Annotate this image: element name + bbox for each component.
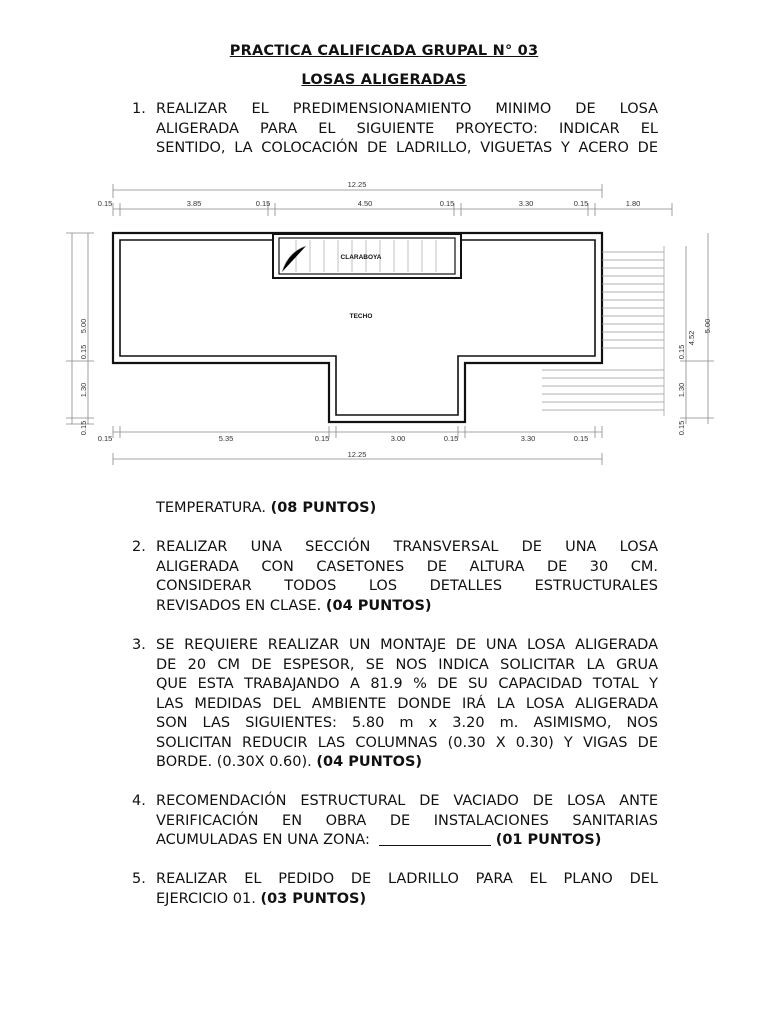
question-text-line: REVISADOS EN CLASE. [156,597,322,614]
question-number: 3. [132,637,146,653]
dim-label: 0.15 [677,344,686,360]
question-points: (01 PUNTOS) [495,832,602,848]
question-number: 2. [132,539,146,555]
floor-plan-drawing [60,176,720,466]
dim-label: 0.15 [97,434,113,443]
dim-label: 0.15 [573,434,589,443]
dim-label: 4.52 [687,330,696,346]
dim-label: 0.15 [79,344,88,360]
dim-label: 5.00 [703,318,712,334]
question-text-line: SE REQUIERE REALIZAR UN MONTAJE DE UNA LOSA ALIGERADA [156,637,658,653]
question-text-line: LAS MEDIDAS DEL AMBIENTE DONDE IRÁ LA LOSA ALIGERADA [156,695,658,712]
answer-blank [379,831,491,846]
question-text-line: DE 20 CM DE ESPESOR, SE NOS INDICA SOLICITAR LA GRUA [156,656,658,673]
question-points: (03 PUNTOS) [260,890,367,907]
dim-label: 3.30 [518,199,534,208]
question-text-line: REALIZAR EL PEDIDO DE LADRILLO PARA EL PLANO DEL [156,871,658,887]
question-text-line: SON LAS SIGUIENTES: 5.80 m x 3.20 m. ASIMISMO, NOS [156,715,658,731]
question-text-line: CONSIDERAR TODOS LOS DETALLES ESTRUCTURALES [156,578,658,594]
question-text-line: REALIZAR UNA SECCIÓN TRANSVERSAL DE UNA LOSA [156,539,658,555]
question-number: 4. [132,793,146,809]
question-text-line: BORDE. (0.30X 0.60). [156,754,312,770]
dim-total-bottom: 12.25 [347,450,367,459]
dim-label: 0.15 [439,199,455,208]
dim-label: 0.15 [573,199,589,208]
dim-label: 1.30 [677,382,686,398]
dim-label: 0.15 [443,434,459,443]
question-text-line: SENTIDO, LA COLOCACIÓN DE LADRILLO, VIGUETAS Y ACERO DE [156,140,658,156]
question-number: 1. [132,101,146,117]
question-points: (04 PUNTOS) [316,754,423,770]
question-text-line: SOLICITAN REDUCIR LAS COLUMNAS (0.30 X 0.30) Y VIGAS DE [156,734,658,751]
question-text-line: REALIZAR EL PREDIMENSIONAMIENTO MINIMO DE LOSA [156,101,658,117]
dim-label: 1.80 [625,199,641,208]
question-text-line: RECOMENDACIÓN ESTRUCTURAL DE VACIADO DE LOSA ANTE [156,793,658,809]
dim-label: 5.35 [218,434,234,443]
question-text-line: ALIGERADA CON CASETONES DE ALTURA DE 30 CM. [156,558,658,575]
room-label-roof: TECHO [349,313,373,320]
question-text-line: ALIGERADA PARA EL SIGUIENTE PROYECTO: INDICAR EL [156,120,658,137]
dim-label: 3.85 [186,199,202,208]
document-title: PRACTICA CALIFICADA GRUPAL N° 03 [229,43,539,59]
document-subtitle: LOSAS ALIGERADAS [301,72,467,88]
dim-label: 0.15 [677,420,686,436]
dim-label: 1.30 [79,382,88,398]
question-text-line: QUE ESTA TRABAJANDO A 81.9 % DE SU CAPACIDAD TOTAL Y [156,676,658,692]
dim-label: 0.15 [255,199,271,208]
room-label-skylight: CLARABOYA [340,254,382,261]
dim-total-top: 12.25 [347,180,367,189]
question-number: 5. [132,871,146,887]
question-points: (08 PUNTOS) [270,500,377,516]
dim-label: 0.15 [97,199,113,208]
question-text-line: EJERCICIO 01. [156,890,256,907]
question-text-line: VERIFICACIÓN EN OBRA DE INSTALACIONES SANITARIAS [156,812,658,829]
question-points: (04 PUNTOS) [325,597,432,614]
question-text-line: ACUMULADAS EN UNA ZONA: [156,832,370,848]
dim-label: 0.15 [79,420,88,436]
dim-label: 3.30 [520,434,536,443]
dim-label: 5.00 [79,318,88,334]
dim-label: 3.00 [390,434,406,443]
dim-label: 4.50 [357,199,373,208]
question-text: TEMPERATURA. [156,500,266,516]
dim-label: 0.15 [314,434,330,443]
